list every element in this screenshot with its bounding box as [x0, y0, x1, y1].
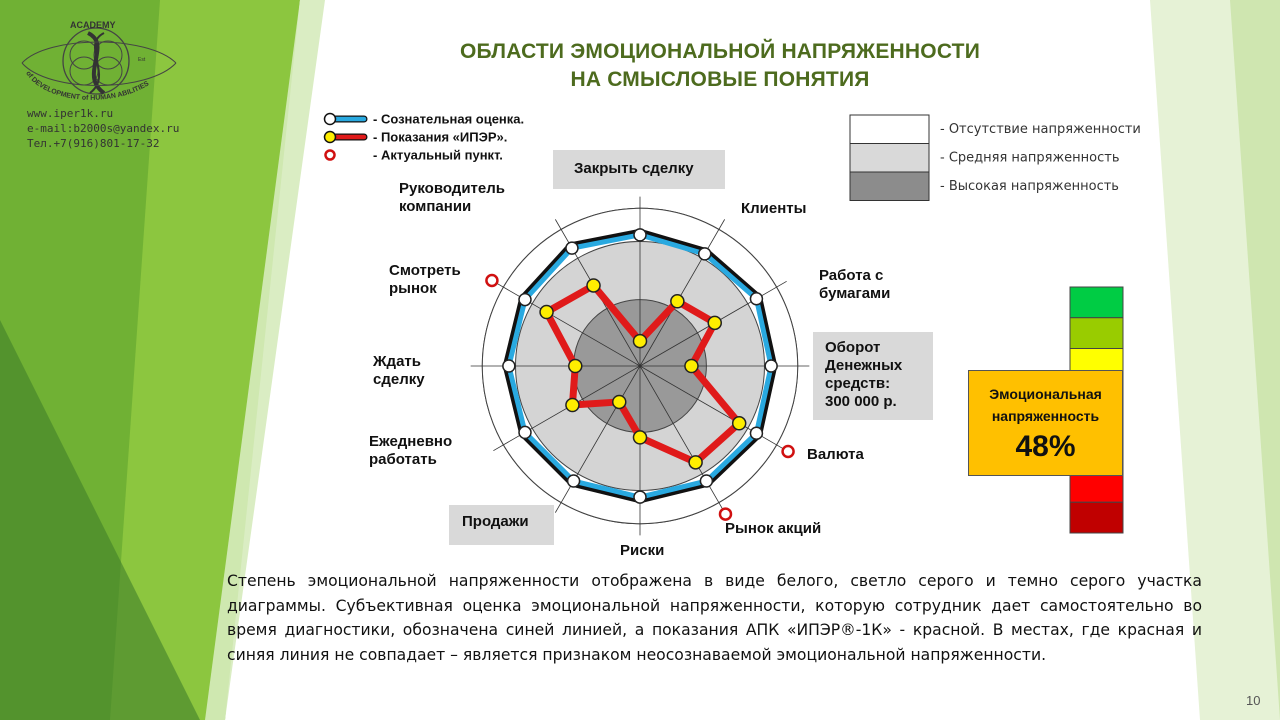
tension-meter-label-line-1: Эмоциональная [989, 386, 1102, 402]
point-iper [634, 335, 647, 348]
point-iper [566, 399, 579, 412]
point-iper [540, 306, 553, 319]
title-line-1: ОБЛАСТИ ЭМОЦИОНАЛЬНОЙ НАПРЯЖЕННОСТИ [459, 40, 980, 63]
point-conscious [765, 360, 777, 372]
contact-email[interactable]: e-mail:b2000s@yandex.ru [27, 122, 180, 135]
description-paragraph: Степень эмоциональной напряженности отображена в виде белого, светло серого и темно серого участка диаграммы. Субъективная оценка эмоциональной напряженности, которую сотрудник дает самостоятельно во время диагностики, обозначена синей линией, а показания АПК «ИПЭР®-1К» - красной. В местах, где красная и синяя линия не совпадает – является признаком неосознаваемой эмоциональной напряженности. [227, 572, 1202, 664]
point-iper [708, 316, 721, 329]
actual-point-marker [720, 509, 731, 520]
page-number: 10 [1246, 693, 1261, 708]
point-iper [671, 295, 684, 308]
tension-meter-box [968, 370, 1123, 476]
point-iper [613, 395, 626, 408]
zone-swatch-0 [850, 115, 929, 144]
point-iper [587, 279, 600, 292]
legend-label: - Сознательная оценка. [373, 111, 525, 127]
legend-marker [326, 151, 335, 160]
legend-label: - Показания «ИПЭР». [373, 129, 508, 145]
point-conscious [750, 293, 762, 305]
zone-swatch-2 [850, 172, 929, 201]
legend-label: - Актуальный пункт. [373, 147, 503, 163]
meter-segment-0 [1070, 287, 1123, 318]
point-conscious [634, 229, 646, 241]
series-legend [325, 112, 525, 163]
point-conscious [503, 360, 515, 372]
contact-phone: Тел.+7(916)801-17-32 [27, 137, 160, 150]
point-conscious [699, 248, 711, 260]
point-iper [733, 417, 746, 430]
meter-segment-6 [1070, 472, 1123, 503]
meter-segment-7 [1070, 502, 1123, 533]
axis-label-10: Смотреть рынок [389, 262, 461, 297]
axis-label-4: Валюта [807, 446, 864, 463]
axis-label-1: Клиенты [741, 200, 807, 217]
zone-swatch-1 [850, 144, 929, 173]
tension-meter-value: 48% [1015, 430, 1076, 463]
point-conscious [700, 475, 712, 487]
point-iper [685, 360, 698, 373]
logo-text-bottom: of DEVELOPMENT of HUMAN ABILITIES [24, 70, 151, 102]
logo-text-top: ACADEMY [70, 20, 116, 30]
zone-label-2: - Высокая напряженность [940, 179, 1119, 194]
zones-legend [850, 115, 1141, 201]
legend-marker [325, 132, 336, 143]
axis-label-0: Закрыть сделку [574, 160, 694, 177]
axis-label-2: Работа с бумагами [819, 267, 891, 302]
point-iper [634, 431, 647, 444]
axis-label-8: Ежедневно работать [369, 433, 453, 468]
contact-site[interactable]: www.iper1k.ru [27, 107, 114, 120]
legend-marker [325, 114, 336, 125]
tension-meter-label-line-2: напряженность [991, 408, 1100, 424]
point-iper [689, 456, 702, 469]
tension-meter-label [969, 383, 1122, 427]
axis-label-11: Руководитель компании [399, 180, 505, 215]
actual-point-marker [486, 275, 497, 286]
point-conscious [634, 491, 646, 503]
point-conscious [750, 427, 762, 439]
point-conscious [566, 242, 578, 254]
point-conscious [519, 426, 531, 438]
meter-segment-1 [1070, 318, 1123, 349]
point-iper [569, 360, 582, 373]
zone-label-1: - Средняя напряженность [940, 150, 1120, 166]
axis-label-6: Риски [620, 542, 665, 559]
actual-point-marker [783, 446, 794, 457]
axis-label-9: Ждать сделку [373, 353, 425, 388]
axis-label-3: Оборот Денежных средств: 300 000 р. [825, 339, 903, 410]
axis-label-5: Рынок акций [725, 520, 822, 537]
point-conscious [568, 475, 580, 487]
axis-label-7: Продажи [462, 513, 529, 530]
point-conscious [519, 294, 531, 306]
radar-spokes [471, 197, 810, 536]
logo-est: Est [138, 57, 146, 63]
zone-label-0: - Отсутствие напряженности [940, 122, 1141, 137]
title-line-2: НА СМЫСЛОВЫЕ ПОНЯТИЯ [570, 68, 870, 91]
